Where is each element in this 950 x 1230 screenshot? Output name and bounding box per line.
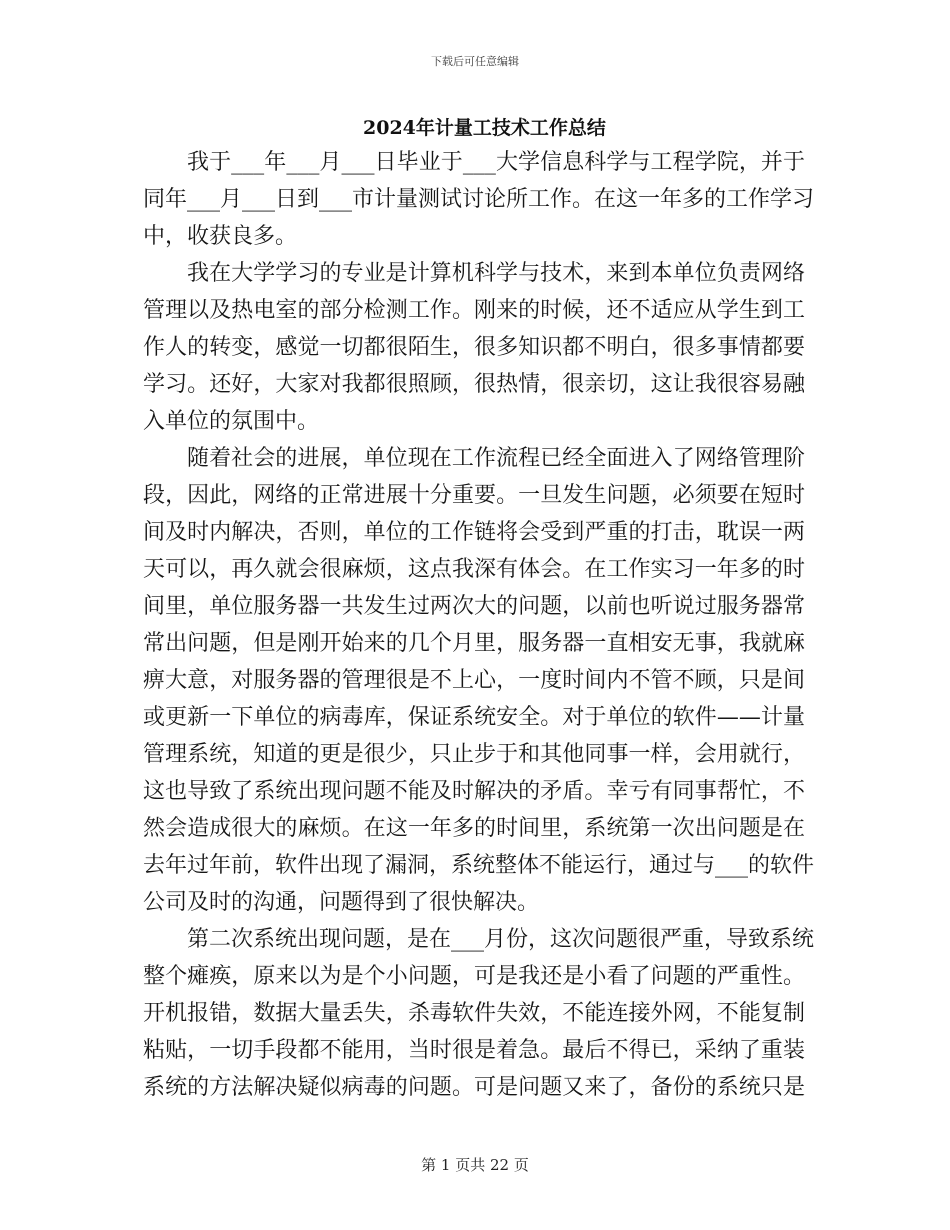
text-line: 粘贴，一切手段都不能用，当时很是着急。最后不得已，采纳了重装 <box>143 1038 805 1063</box>
text-line: 间及时内解决，否则，单位的工作链将会受到严重的打击，耽误一两 <box>143 520 805 545</box>
text-line: 或更新一下单位的病毒库，保证系统安全。对于单位的软件——计量 <box>143 705 805 730</box>
text-line: 开机报错，数据大量丢失，杀毒软件失效，不能连接外网，不能复制 <box>143 1001 805 1026</box>
text-line: 系统的方法解决疑似病毒的问题。可是问题又来了，备份的系统只是 <box>143 1075 805 1100</box>
text-line: 间里，单位服务器一共发生过两次大的问题，以前也听说过服务器常 <box>143 594 805 619</box>
text-line: 常出问题，但是刚开始来的几个月里，服务器一直相安无事，我就麻 <box>143 631 805 656</box>
text-line: 随着社会的进展，单位现在工作流程已经全面进入了网络管理阶 <box>187 446 805 471</box>
text-line: 天可以，再久就会很麻烦，这点我深有体会。在工作实习一年多的时 <box>143 557 805 582</box>
text-line: 然会造成很大的麻烦。在这一年多的时间里，系统第一次出问题是在 <box>143 816 805 841</box>
paragraph <box>143 144 815 255</box>
page-number-footer: 第 1 页共 22 页 <box>421 1156 529 1174</box>
document-title: 2024年计量工技术工作总结 <box>363 117 606 139</box>
text-line: 第二次系统出现问题，是在___月份，这次问题很严重，导致系统 <box>187 927 815 952</box>
text-line: 这也导致了系统出现问题不能及时解决的矛盾。幸亏有同事帮忙，不 <box>143 779 805 804</box>
text-line: 管理系统，知道的更是很少，只止步于和其他同事一样，会用就行， <box>143 742 805 767</box>
text-line: 去年过年前，软件出现了漏洞，系统整体不能运行，通过与___的软件 <box>143 853 815 878</box>
text-line: 整个瘫痪，原来以为是个小问题，可是我还是小看了问题的严重性。 <box>143 964 805 989</box>
text-line: 痹大意，对服务器的管理很是不上心，一度时间内不管不顾，只是间 <box>143 668 805 693</box>
text-line: 作人的转变，感觉一切都很陌生，很多知识都不明白，很多事情都要 <box>143 335 805 360</box>
text-line: 我于___年___月___日毕业于___大学信息科学与工程学院，并于 <box>187 150 805 175</box>
text-line: 同年___月___日到___市计量测试讨论所工作。在这一年多的工作学习 <box>143 187 815 212</box>
text-line: 中，收获良多。 <box>143 224 298 249</box>
text-line: 入单位的氛围中。 <box>143 409 320 434</box>
document-body <box>143 144 815 1106</box>
paragraph <box>143 921 815 1106</box>
page-header-note: 下载后可任意编辑 <box>431 55 519 68</box>
text-line: 我在大学学习的专业是计算机科学与技术，来到本单位负责网络 <box>187 261 805 286</box>
paragraph <box>143 255 805 440</box>
text-line: 管理以及热电室的部分检测工作。刚来的时候，还不适应从学生到工 <box>143 298 805 323</box>
text-line: 学习。还好，大家对我都很照顾，很热情，很亲切，这让我很容易融 <box>143 372 805 397</box>
text-line: 公司及时的沟通，问题得到了很快解决。 <box>143 890 540 915</box>
paragraph <box>143 440 815 921</box>
text-line: 段，因此，网络的正常进展十分重要。一旦发生问题，必须要在短时 <box>143 483 805 508</box>
